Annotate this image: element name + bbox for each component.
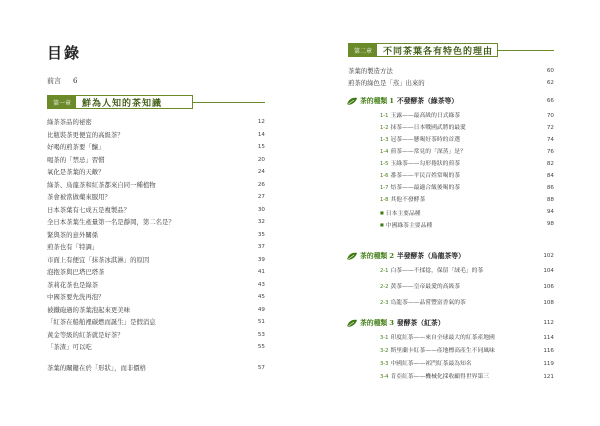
toc-row: 茶會被當做藥來服用？ 27 [47,193,265,201]
toc-row: 煎茶也有「特調」 37 [47,243,265,251]
toc-row: 市面上有便宜「抹茶冰淇淋」的原因 39 [47,255,265,264]
chapter-2-title: 不同茶葉各有特色的理由 [383,46,494,57]
toc-subrow: 1-7 焙茶——最適合飯後喝的茶 86 [380,185,554,191]
preface-entry [47,76,77,86]
toc-row: 喝茶的「禁忌」習慣 20 [47,155,265,164]
toc-row: 日本茶葉有七成五是複製品？ 30 [47,205,265,214]
chapter-2-rule [498,50,554,51]
toc-subrow: 3-1 印度紅茶——來自全球最大的紅茶產地國 114 [380,335,554,341]
toc-subrow: 2-2 黃茶——皇帝最愛的高級茶 106 [380,284,554,290]
toc-row: 中國茶要先洗再泡？ 45 [47,293,265,301]
toc-row: 「紅茶在船舶裡碳燃而誕生」是假消息 51 [47,318,265,326]
toc-row: 氧化是茶葉的天敵？ 24 [47,168,265,176]
tea-type-1-heading: 茶的種類 1 不發酵茶（綠茶等） 66 [346,96,554,107]
toc-subrow: 1-2 抹茶——日本戰國武將的最愛 72 [380,125,554,131]
toc-row: 「茶渣」可以吃 55 [47,343,265,351]
leaf-icon [346,252,358,261]
toc-row: 茶葉的製造方法 60 [348,67,554,75]
toc-row: 茶莉花茶也是綠茶 43 [47,280,265,289]
chapter-2-heading [348,43,498,57]
toc-subrow: ■ 中國綠茶主要品種 98 [380,219,554,230]
toc-row: 全日本茶葉生產量第一名是靜岡，第二名是？ 32 [47,218,265,226]
toc-row: 黃金等級的紅茶就是好茶？ 53 [47,330,265,339]
chapter-1-rule [193,102,265,103]
chapter-2-tag: 第二章 [349,44,377,56]
toc-row: 緊與茶的意外關係 35 [47,230,265,239]
toc-subrow: 1-3 冠茶——懸喝好茶時的首選 74 [380,137,554,143]
preface-label: 前言 [47,77,61,85]
toc-row: 綠茶、烏龍茶和紅茶都來自同一種植物 26 [47,180,265,189]
toc-row: 茶葉的關鍵在於「形狀」，而非價格 57 [47,364,265,372]
chapter-1-title: 鮮為人知的茶知識 [82,98,163,109]
toc-subrow: 3-4 肯亞紅茶——機械化採收顧得世界第三 121 [380,374,554,380]
toc-subrow: 1-4 煎茶——常見的「深蒸」是？ 76 [380,149,554,155]
tea-type-2-heading: 茶的種類 2 半發酵茶（烏龍茶等） 102 [346,251,554,262]
preface-page: 6 [73,77,78,85]
leaf-icon [346,97,358,106]
toc-row: 泡抱茶與巴塔巴塔茶 41 [47,268,265,276]
toc-subrow: 1-5 玉綠茶——勾形捲狀的煎茶 82 [380,161,554,167]
leaf-icon [346,319,358,328]
toc-subrow: 3-3 中國紅茶——祁門紅茶最為知名 119 [380,361,554,367]
toc-title: 目錄 [47,44,82,62]
chapter-1-heading [47,95,193,109]
toc-subrow: 2-1 白茶——不揉捻，保留「絨毛」的茶 104 [380,268,554,274]
toc-row: 比瓶裝茶更便宜的高級茶？ 14 [47,130,265,139]
toc-row: 綠茶茶品的祕密 12 [47,118,265,126]
toc-subrow: 1-6 番茶——平民百姓常喝的茶 84 [380,173,554,179]
toc-row: 煎茶的綠色是「蒸」出來的 62 [348,79,554,87]
toc-subrow: 1-8 其他不發酵茶 88 [380,197,554,203]
toc-row: 被鐵砲過的茶葉泡起來更美味 49 [47,305,265,314]
chapter-1-tag: 第一章 [48,96,76,108]
tea-type-3-heading: 茶的種類 3 發酵茶（紅茶） 112 [346,318,554,329]
toc-subrow: 1-1 玉露——最高級的日式綠茶 70 [380,113,554,119]
toc-subrow: ■ 日本主要品種 94 [380,207,554,218]
toc-subrow: 2-3 烏龍茶——品嘗豐富香氣的茶 108 [380,300,554,306]
toc-row: 好喝的煎茶要「釀」 15 [47,143,265,151]
toc-subrow: 3-2 斯里蘭卡紅茶——產地標高產生不同風味 116 [380,348,554,354]
